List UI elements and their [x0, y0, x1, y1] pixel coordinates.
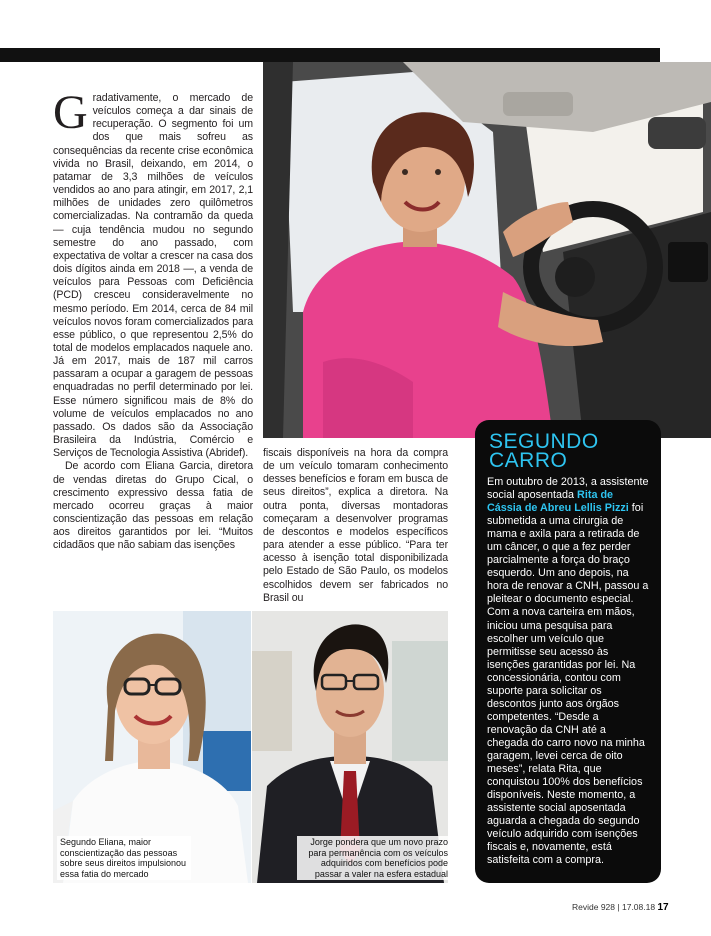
hero-photo-rita-in-car [263, 62, 711, 438]
sidebar-title: SEGUNDO CARRO [489, 430, 599, 472]
footer-separator: | [617, 902, 620, 912]
article-column-2 [263, 447, 448, 605]
sidebar-body [487, 476, 649, 867]
article-paragraph-2: De acordo com Eliana Garcia, diretora de vendas diretas do Grupo Cical, o crescimento expressivo dessa fatia de mercado ocorreu graças à maior conscientização das pessoas em relação aos direitos garantidos por lei. “Muitos cidadãos que não sabiam das isenções [53, 460, 253, 552]
sidebar-text-rest: foi submetida a uma cirurgia de mama e axila para a retirada de um câncer, o que a fez perder parcialmente a força do braço esquerdo. Um ano depois, na hora de renovar a CNH, passou a pleitear o documento especial. Com a nova carteira em mãos, iniciou uma pesquisa para escolher um veículo que permitisse seu acesso às isenções garantidas por lei. Na concessionária, contou com suporte para solicitar os descontos junto aos órgãos competentes. “Desde a renovação da CNH até a chegada do carro novo na minha garagem, levei cerca de oito meses”, relata Rita, que conquistou 100% dos benefícios disponíveis. Neste momento, a assistente social aposentada aguarda a chegada do segundo veículo adquirido com isenções fiscais e, novamente, está satisfeita com a compra. [487, 502, 649, 867]
drop-cap: G [53, 86, 88, 139]
page-footer [572, 902, 669, 913]
sidebar-text-intro: Em outubro de 2013, a assistente social aposentada [487, 476, 649, 502]
caption-eliana: Segundo Eliana, maior conscientização das pessoas sobre seus direitos impulsionou essa fatia do mercado [57, 836, 191, 880]
sidebar-segundo-carro [475, 420, 661, 883]
article-paragraph-1: radativamente, o mercado de veículos começa a dar sinais de recuperação. O segmento foi um dos que mais sofreu as consequências da recente crise econômica vivida no Brasil, deixando, em 2014, o patamar de 3,3 milhões de veículos vendidos ao ano para atingir, em 2017, 2,1 milhões de unidades zero quilômetros comercializadas. Na contramão da queda — cuja tendência mudou no segundo semestre do ano passado, com expectativa de voltar a crescer na casa dos dois dígitos ainda em 2018 —, a venda de veículos para Pessoas com Deficiência (PCD) cresceu consideravelmente no mesmo período. Em 2014, cerca de 84 mil veículos novos foram comercializados para esse público, o que representou 2,5% do total de modelos emplacados naquele ano. Já em 2017, mais de 187 mil carros passaram a ocupar a garagem de pessoas enquadradas no perfil determinado por lei. Esse número significou mais de 8% do volume de veículos emplacados no ano passado. Os dados são da Associação Brasileira da Indústria, Comércio e Serviços de Tecnologia Assistiva (Abridef). [53, 92, 253, 460]
sidebar-highlight-name: Rita de Cássia de Abreu Lellis Pizzi [487, 489, 629, 515]
magazine-issue: Revide 928 [572, 902, 616, 912]
page-number: 17 [657, 902, 669, 913]
top-rule [0, 48, 660, 62]
caption-jorge: Jorge pondera que um novo prazo para permanência com os veículos adquiridos com benefícios pode passar a valer na esfera estadual [297, 836, 451, 880]
article-column-1 [53, 86, 253, 552]
issue-date: 17.08.18 [621, 902, 656, 912]
article-paragraph-3: fiscais disponíveis na hora da compra de um veículo tomaram conhecimento desses benefícios e foram em busca de seus direitos”, explica a diretora. Na outra ponta, diversas montadoras começaram a desenvolver programas de descontos e modelos específicos para atender a esse público. “Para ter acesso à isenção total disponibilizada pelo Estado de São Paulo, os modelos escolhidos devem ser fabricados no Brasil ou [263, 447, 448, 604]
